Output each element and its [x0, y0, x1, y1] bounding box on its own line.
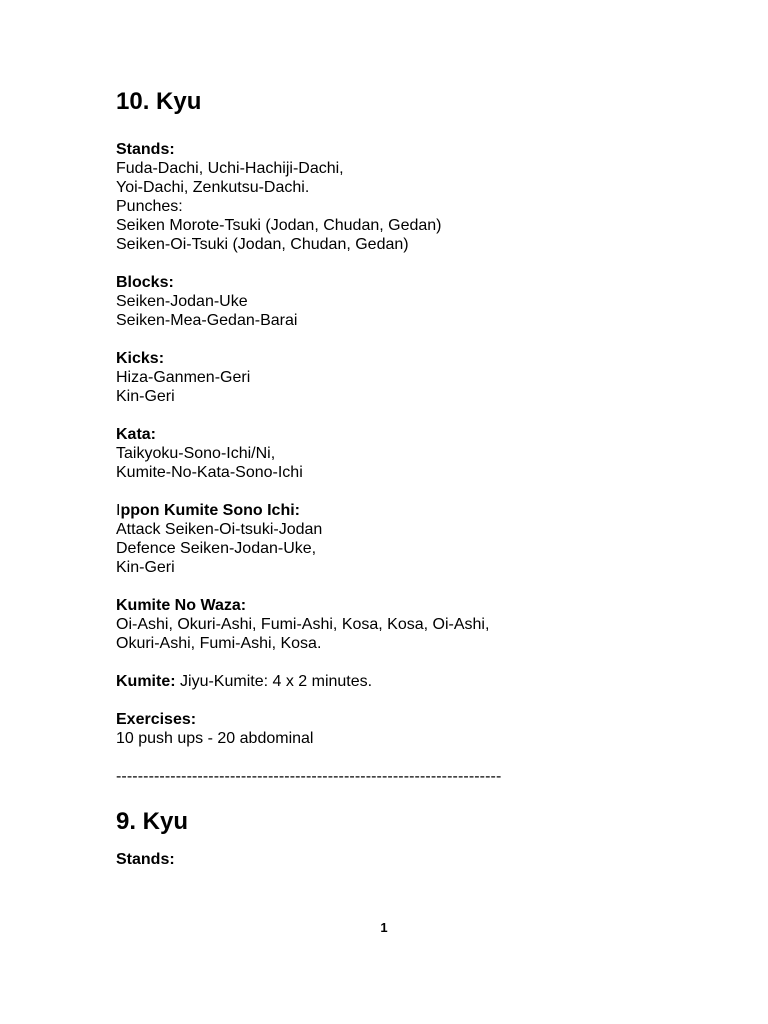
ippon-kumite-section: [116, 501, 736, 577]
kicks-heading: Kicks:: [116, 350, 165, 367]
ippon-line: Defence Seiken-Jodan-Uke,: [116, 540, 317, 557]
kata-section: [116, 425, 736, 482]
kicks-section: [116, 349, 736, 406]
kata-line: Kumite-No-Kata-Sono-Ichi: [116, 464, 303, 481]
kumite-text: Jiyu-Kumite: 4 x 2 minutes.: [175, 673, 373, 690]
kumite-section: [116, 672, 736, 691]
kumite-no-waza-line: Oi-Ashi, Okuri-Ashi, Fumi-Ashi, Kosa, Kosa, Oi-Ashi,: [116, 616, 490, 633]
ippon-kumite-heading: [116, 501, 736, 520]
kumite-no-waza-line: Okuri-Ashi, Fumi-Ashi, Kosa.: [116, 635, 322, 652]
kumite-no-waza-section: [116, 596, 736, 653]
stands-heading: Stands:: [116, 141, 175, 158]
blocks-heading: Blocks:: [116, 274, 174, 291]
blocks-line: Seiken-Jodan-Uke: [116, 293, 248, 310]
punches-line: Seiken Morote-Tsuki (Jodan, Chudan, Gedan): [116, 217, 442, 234]
kicks-line: Kin-Geri: [116, 388, 175, 405]
kata-heading: Kata:: [116, 426, 157, 443]
ippon-heading-initial: I: [116, 502, 121, 519]
kyu9-title: 9. Kyu: [116, 808, 189, 835]
page-number: 1: [380, 920, 388, 935]
stands-line: Fuda-Dachi, Uchi-Hachiji-Dachi,: [116, 160, 344, 177]
punches-heading: Punches:: [116, 198, 183, 215]
kyu10-title: 10. Kyu: [116, 88, 202, 115]
ippon-heading-rest: ppon Kumite Sono Ichi:: [120, 502, 300, 519]
exercises-heading: Exercises:: [116, 711, 197, 728]
kyu9-stands-heading: Stands:: [116, 851, 175, 868]
exercises-line: 10 push ups - 20 abdominal: [116, 730, 314, 747]
stands-line: Yoi-Dachi, Zenkutsu-Dachi.: [116, 179, 310, 196]
ippon-line: Attack Seiken-Oi-tsuki-Jodan: [116, 521, 323, 538]
stands-punches-section: [116, 140, 736, 254]
kumite-no-waza-heading: Kumite No Waza:: [116, 597, 247, 614]
ippon-line: Kin-Geri: [116, 559, 175, 576]
section-divider: -----------------------------------------------------------------------: [116, 768, 502, 785]
kicks-line: Hiza-Ganmen-Geri: [116, 369, 251, 386]
kumite-heading: Kumite:: [116, 673, 176, 690]
document-page: [116, 86, 736, 869]
blocks-line: Seiken-Mea-Gedan-Barai: [116, 312, 298, 329]
exercises-section: [116, 710, 736, 748]
kumite-line: [116, 672, 736, 691]
blocks-section: [116, 273, 736, 330]
punches-line: Seiken-Oi-Tsuki (Jodan, Chudan, Gedan): [116, 236, 409, 253]
kata-line: Taikyoku-Sono-Ichi/Ni,: [116, 445, 276, 462]
